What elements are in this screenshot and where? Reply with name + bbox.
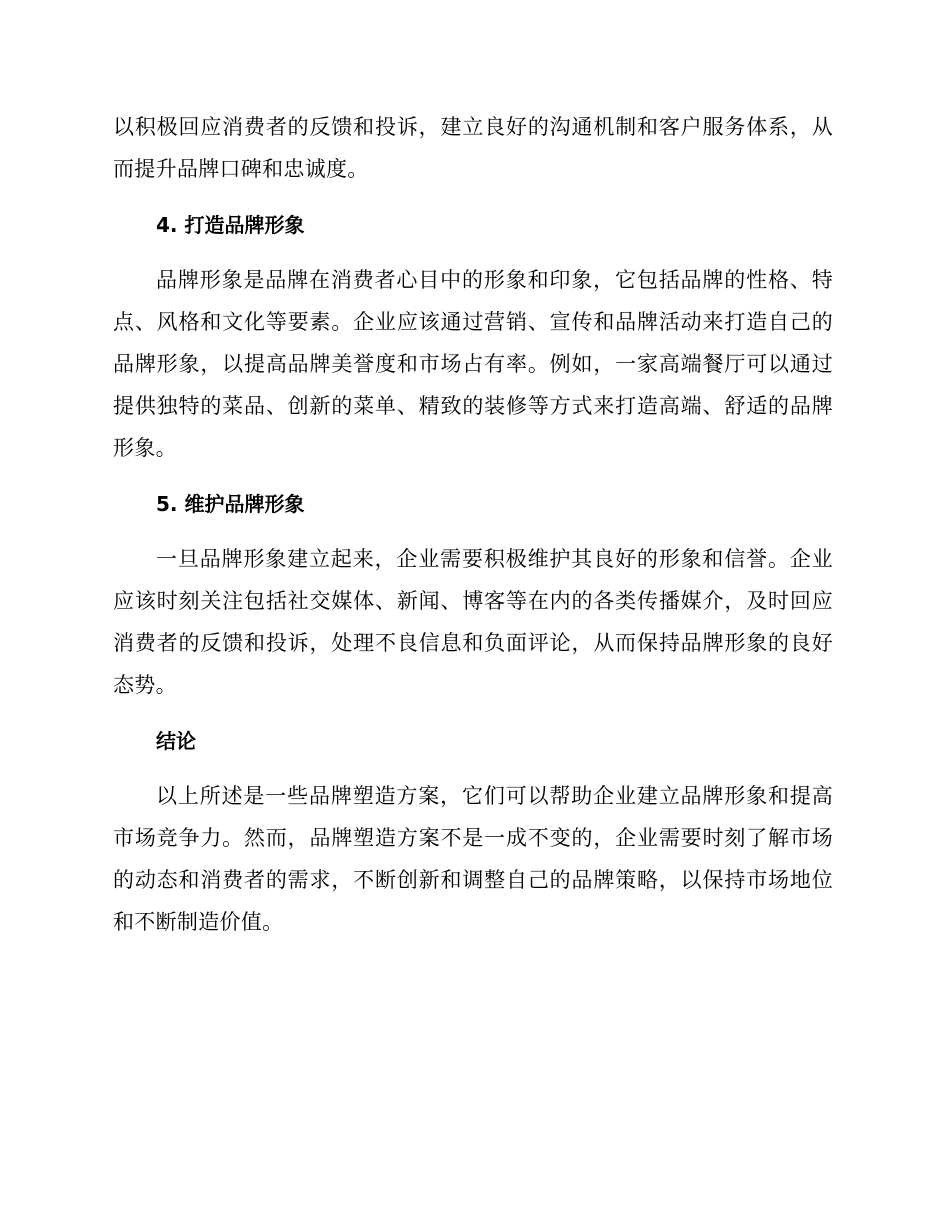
paragraph-maintain-brand-image: 一旦品牌形象建立起来，企业需要积极维护其良好的形象和信誉。企业应该时刻关注包括社交媒体、新闻、博客等在内的各类传播媒介，及时回应消费者的反馈和投诉，处理不良信息和负面评论，从而保持品牌形象的良好态势。 (113, 547, 833, 697)
section-heading-maintain-brand-image: 5. 维护品牌形象 (156, 492, 305, 516)
document-page (113, 106, 833, 943)
section-heading-conclusion: 结论 (156, 729, 196, 753)
paragraph-intro-continued: 以积极回应消费者的反馈和投诉，建立良好的沟通机制和客户服务体系，从而提升品牌口碑和忠诚度。 (113, 115, 833, 181)
section-heading-build-brand-image: 4. 打造品牌形象 (156, 213, 305, 237)
paragraph-build-brand-image: 品牌形象是品牌在消费者心目中的形象和印象，它包括品牌的性格、特点、风格和文化等要素。企业应该通过营销、宣传和品牌活动来打造自己的品牌形象，以提高品牌美誉度和市场占有率。例如，一家高端餐厅可以通过提供独特的菜品、创新的菜单、精致的装修等方式来打造高端、舒适的品牌形象。 (113, 268, 833, 460)
paragraph-conclusion: 以上所述是一些品牌塑造方案，它们可以帮助企业建立品牌形象和提高市场竞争力。然而，品牌塑造方案不是一成不变的，企业需要时刻了解市场的动态和消费者的需求，不断创新和调整自己的品牌策略，以保持市场地位和不断制造价值。 (113, 784, 833, 934)
